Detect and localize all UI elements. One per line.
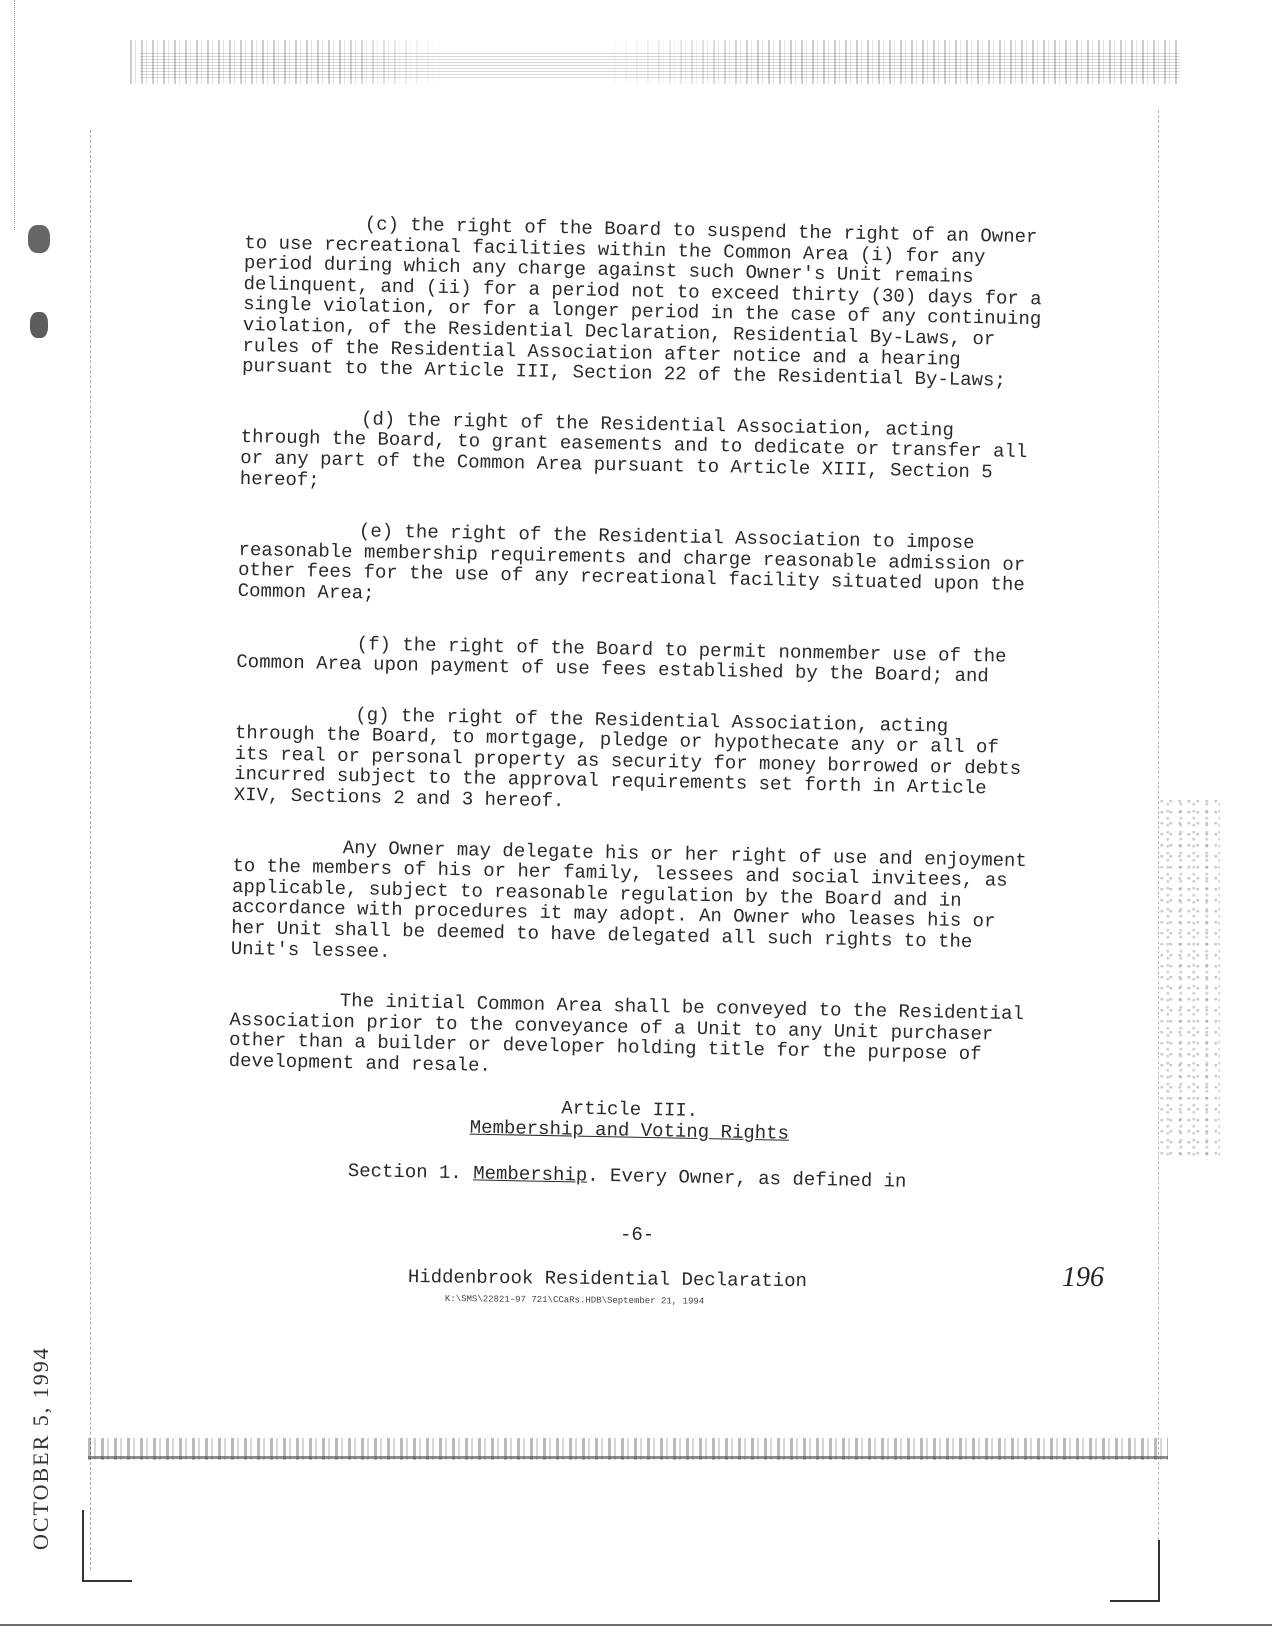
ink-blot: [30, 312, 48, 338]
page-edge-left: [90, 130, 91, 1570]
paragraph-delegation: Any Owner may delegate his or her right of use and enjoyment to the members of his or her family, lessees and social invitees, as applicable, subject to reasonable regulation by the Board and in accordance with procedures it may adopt. An Owner who leases his or her Unit shall be deemed to have delegated all such rights to the Unit's lessee.: [230, 836, 1028, 963]
page-bottom-edge: [0, 1624, 1272, 1626]
ink-blot: [28, 225, 50, 253]
footer-file-path: K:\SMS\22821-97 721\CCaRs.HDB\September 21, 1994: [444, 1294, 705, 1307]
recording-page-number: 196: [1062, 1262, 1104, 1293]
paragraph-c: (c) the right of the Board to suspend the right of an Owner to use recreational facilities within the Common Area (i) for any period during which any charge against such Owner's Unit remains delinquent, and (ii) for a period not to exceed thirty (30) days for a single violation, or for a longer period in the case of any continuing violation, of the Residential Declaration, Residential By-Laws, or rules of the Residential Association after notice and a hearing pursuant to the Article III, Section 22 of the Residential By-Laws;: [241, 213, 1042, 392]
page-number: -6-: [620, 1224, 655, 1246]
paragraph-f: (f) the right of the Board to permit nonmember use of the Common Area upon payment of use fees established by the Board; and: [236, 632, 1007, 688]
section-title: Membership: [472, 1162, 588, 1187]
article-subheading: Membership and Voting Rights: [469, 1116, 790, 1145]
paragraph-e: (e) the right of the Residential Association to impose reasonable membership requirements and charge reasonable admission or other fees for the use of any recreational facility situated upon the Common Area;: [237, 520, 1026, 605]
section-text: . Every Owner, as defined in: [587, 1164, 907, 1193]
section-prefix: Section 1.: [347, 1160, 463, 1185]
article-heading-block: [439, 1096, 820, 1145]
recording-date-stamp: OCTOBER 5, 1994: [28, 1346, 53, 1550]
scan-bottom-line: [88, 1456, 1168, 1459]
footer-title: Hiddenbrook Residential Declaration: [407, 1266, 808, 1293]
crop-corner-bottom-right: [1110, 1540, 1160, 1602]
document-body: [228, 212, 1045, 1117]
paragraph-d: (d) the right of the Residential Association, acting through the Board, to grant easements and to dedicate or transfer all or any part of the Common Area pursuant to Article XIII, Section 5 hereof;: [239, 408, 1028, 492]
page-edge-left-top: [14, 0, 15, 230]
article-heading: Article III.: [561, 1097, 699, 1122]
paragraph-g: (g) the right of the Residential Association, acting through the Board, to mortgage, pledge or hypothecate any or all of its real or personal property as security for money borrowed or debts incurred subject to the approval requirements set forth in Article XIV, Sections 2 and 3 hereof.: [233, 703, 1022, 813]
crop-corner-bottom-left: [82, 1510, 132, 1582]
page-edge-right: [1158, 110, 1159, 1570]
scan-noise-top-band: [140, 52, 1180, 78]
paragraph-conveyance: The initial Common Area shall be conveyed to the Residential Association prior to the conveyance of a Unit to any Unit purchaser other than a builder or developer holding title for the purpose of development and resale.: [228, 990, 1025, 1077]
section-line: [348, 1160, 1048, 1195]
scan-speckle: [1160, 800, 1220, 1160]
